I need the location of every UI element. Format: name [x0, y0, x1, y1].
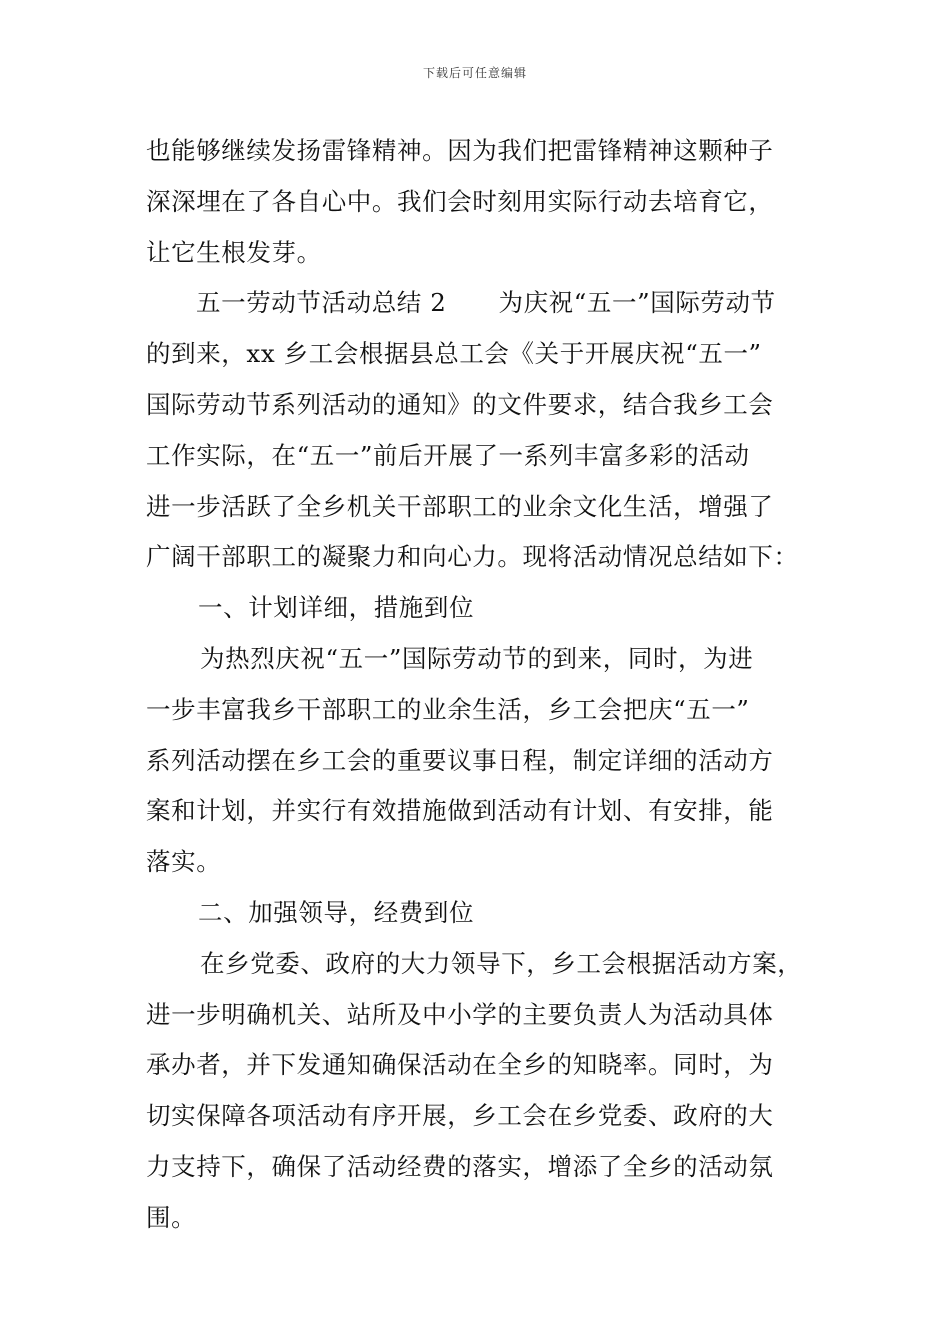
- body-line: 力支持下，确保了活动经费的落实，增添了全乡的活动氛: [146, 1151, 774, 1181]
- page-header: 下载后可任意编辑: [422, 66, 527, 80]
- body-line: 系列活动摆在乡工会的重要议事日程，制定详细的活动方: [146, 745, 774, 775]
- section-title: 五一劳动节活动总结 2: [196, 288, 447, 318]
- subheading: 一、计划详细，措施到位: [198, 593, 475, 623]
- section-title-line: [146, 278, 816, 329]
- body-line: 在乡党委、政府的大力领导下，乡工会根据活动方案，: [200, 948, 803, 978]
- body-line: 为热烈庆祝“五一”国际劳动节的到来，同时，为进: [200, 643, 754, 673]
- body-line: 工作实际，在“五一”前后开展了一系列丰富多彩的活动: [146, 440, 750, 470]
- body-line: 让它生根发芽。: [146, 237, 322, 267]
- body-line: 国际劳动节系列活动的通知》的文件要求，结合我乡工会: [146, 389, 774, 419]
- body-line: 落实。: [146, 847, 222, 877]
- body-line: 广阔干部职工的凝聚力和向心力。现将活动情况总结如下：: [146, 542, 799, 572]
- body-line: 围。: [146, 1202, 197, 1232]
- subheading: 二、加强领导，经费到位: [198, 897, 475, 927]
- body-line: 承办者，并下发通知确保活动在全乡的知晓率。同时，为: [146, 1050, 774, 1080]
- body-line: 也能够继续发扬雷锋精神。因为我们把雷锋精神这颗种子: [146, 136, 774, 165]
- body-line: 案和计划，并实行有效措施做到活动有计划、有安排，能: [146, 796, 774, 826]
- body-line: 一步丰富我乡干部职工的业余生活，乡工会把庆“五一”: [146, 694, 750, 724]
- body-line: 的到来，xx 乡工会根据县总工会《关于开展庆祝“五一”: [146, 339, 762, 369]
- document-body: [146, 126, 816, 1244]
- body-line: 深深埋在了各自心中。我们会时刻用实际行动去培育它，: [146, 186, 774, 216]
- body-text: 为庆祝“五一”国际劳动节: [498, 288, 776, 318]
- body-line: 切实保障各项活动有序开展，乡工会在乡党委、政府的大: [146, 1101, 774, 1131]
- body-line: 进一步活跃了全乡机关干部职工的业余文化生活，增强了: [146, 491, 774, 521]
- body-line: 进一步明确机关、站所及中小学的主要负责人为活动具体: [146, 999, 774, 1029]
